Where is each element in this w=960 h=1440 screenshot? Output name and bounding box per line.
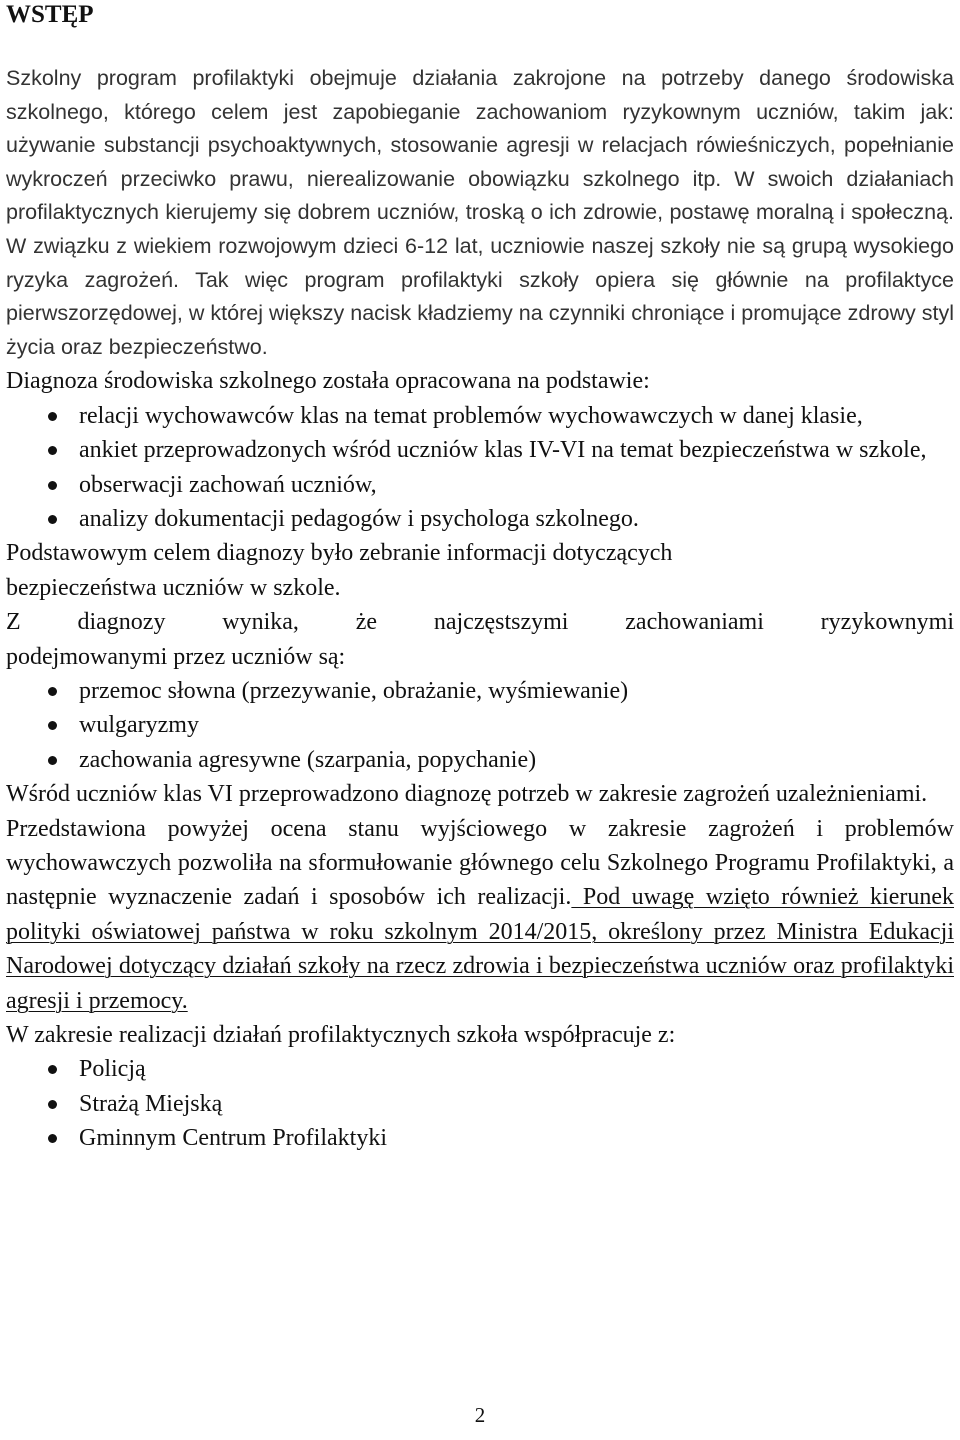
conclusion-paragraph xyxy=(6,812,954,1018)
diagnosis-lead: Diagnoza środowiska szkolnego została opracowana na podstawie: xyxy=(6,368,650,395)
list-item-text: Policją xyxy=(79,1056,146,1083)
list-item-text: Strażą Miejską xyxy=(79,1090,223,1117)
bullet-icon xyxy=(48,481,57,490)
risks-lead xyxy=(6,605,954,674)
cooperation-lead: W zakresie realizacji działań profilaktycznych szkoła współpracuje z: xyxy=(6,1022,676,1049)
list-item xyxy=(6,502,954,536)
conclusion-text: Przedstawiona powyżej ocena stanu wyjściowego w zakresie zagrożeń i problemów wychowawczych pozwoliła na sformułowanie głównego celu Szkolnego Programu Profilaktyki, a następnie wyznaczenie zadań i sposobów ich realizacji. xyxy=(6,815,954,911)
goal-line-1: Podstawowym celem diagnozy było zebranie informacji dotyczących xyxy=(6,540,673,567)
bullet-icon xyxy=(48,1100,57,1109)
grade6-paragraph: Wśród uczniów klas VI przeprowadzono diagnozę potrzeb w zakresie zagrożeń uzależnieniami. xyxy=(6,781,928,808)
bullet-icon xyxy=(48,412,57,421)
goal-paragraph xyxy=(6,536,954,605)
list-item xyxy=(6,433,954,467)
list-item-text: przemoc słowna (przezywanie, obrażanie, wyśmiewanie) xyxy=(79,677,629,704)
intro-paragraph: Szkolny program profilaktyki obejmuje działania zakrojone na potrzeby danego środowiska szkolnego, którego celem jest zapobieganie zachowaniom ryzykownym uczniów, takim jak: używanie substancji psychoaktywnych, stosowanie agresji w relacjach rówieśniczych, popełnianie wykroczeń przeciwko prawu, nierealizowanie obowiązku szkolnego itp. W swoich działaniach profilaktycznych kierujemy się dobrem uczniów, troską o ich zdrowie, postawę moralną i społeczną. W związku z wiekiem rozwojowym dzieci 6-12 lat, uczniowie naszej szkoły nie są grupą wysokiego ryzyka zagrożeń. Tak więc program profilaktyki szkoły opiera się głównie na profilaktyce pierwszorzędowej, w której większy nacisk kładziemy na czynniki chroniące i promujące zdrowy styl życia oraz bezpieczeństwo. xyxy=(6,66,954,359)
risks-lead-line-1: Z diagnozy wynika, że najczęstszymi zachowaniami ryzykownymi xyxy=(6,609,954,636)
list-item xyxy=(6,468,954,502)
page-number: 2 xyxy=(474,1403,486,1427)
list-item xyxy=(6,743,954,777)
bullet-icon xyxy=(48,446,57,455)
goal-line-2: bezpieczeństwa uczniów w szkole. xyxy=(6,574,341,601)
cooperation-list xyxy=(6,1052,954,1155)
section-heading: WSTĘP xyxy=(6,1,94,28)
list-item xyxy=(6,674,954,708)
underlined-policy-text: Pod uwagę wzięto również kierunek polityki oświatowej państwa w roku szkolnym 2014/2015, określony przez Ministra Edukacji Narodowej dotyczący działań szkoły na rzecz zdrowia i bezpieczeństwa uczniów oraz profilaktyki agresji i przemocy. xyxy=(6,884,955,1014)
risks-lead-line-2: podejmowanymi przez uczniów są: xyxy=(6,643,346,670)
list-item xyxy=(6,708,954,742)
bullet-icon xyxy=(48,687,57,696)
risks-list xyxy=(6,674,954,777)
list-item xyxy=(6,1121,954,1155)
list-item-text: zachowania agresywne (szarpania, popychanie) xyxy=(79,746,537,773)
list-item-text: ankiet przeprowadzonych wśród uczniów klas IV-VI na temat bezpieczeństwa w szkole, xyxy=(79,437,927,464)
diagnosis-list xyxy=(6,399,954,537)
list-item xyxy=(6,1052,954,1086)
list-item-text: analizy dokumentacji pedagogów i psychologa szkolnego. xyxy=(79,505,639,532)
list-item-text: wulgaryzmy xyxy=(79,712,199,739)
bullet-icon xyxy=(48,515,57,524)
list-item xyxy=(6,1087,954,1121)
list-item-text: Gminnym Centrum Profilaktyki xyxy=(79,1125,387,1152)
list-item-text: obserwacji zachowań uczniów, xyxy=(79,471,377,498)
bullet-icon xyxy=(48,756,57,765)
list-item-text: relacji wychowawców klas na temat problemów wychowawczych w danej klasie, xyxy=(79,402,863,429)
bullet-icon xyxy=(48,1065,57,1074)
list-item xyxy=(6,399,954,433)
bullet-icon xyxy=(48,721,57,730)
document-page xyxy=(6,0,954,1156)
bullet-icon xyxy=(48,1134,57,1143)
